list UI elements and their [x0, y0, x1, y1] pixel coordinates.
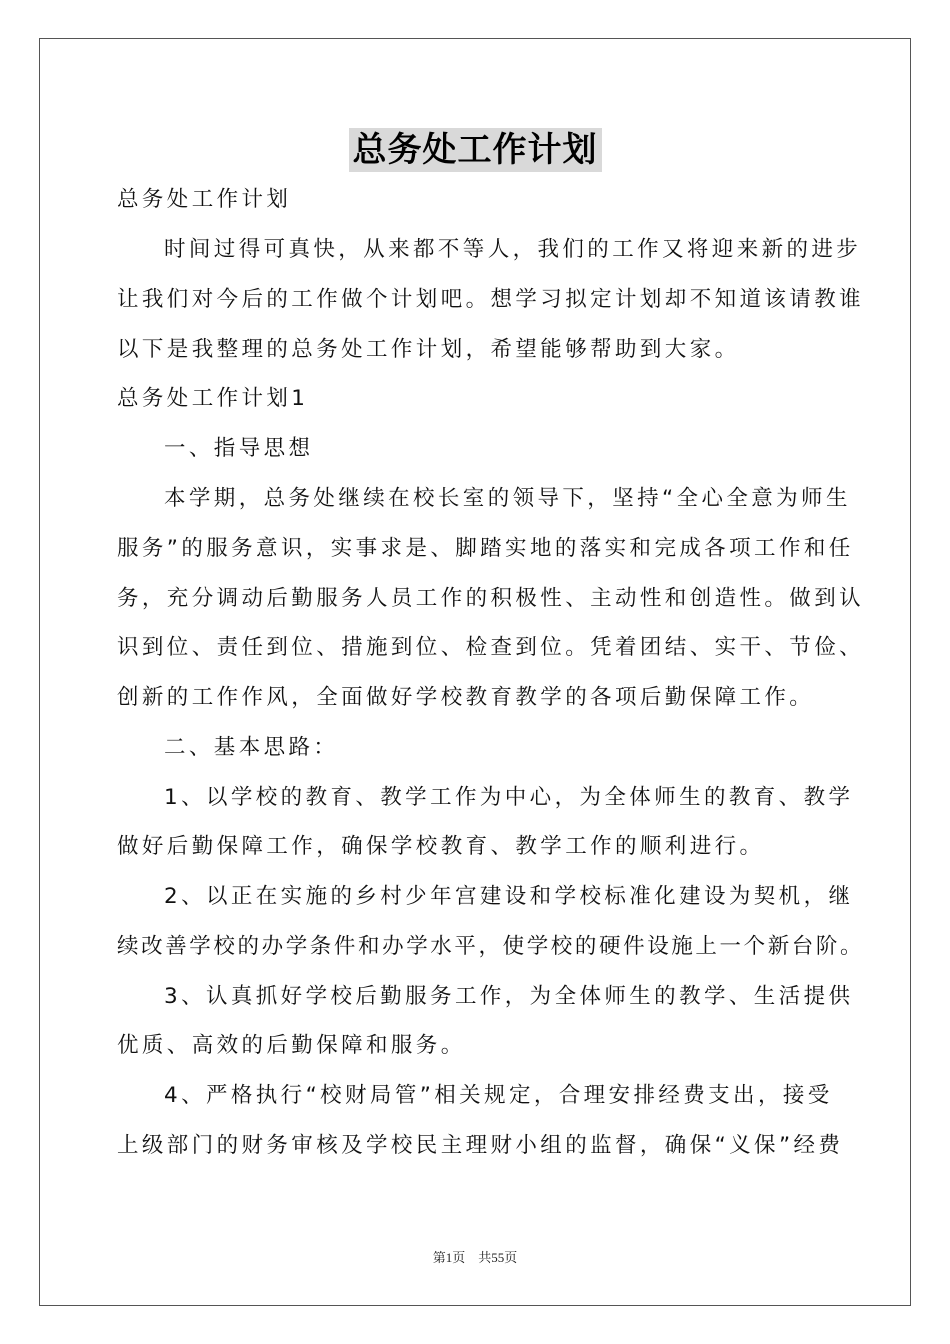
text-line: 时间过得可真快，从来都不等人，我们的工作又将迎来新的进步 [164, 237, 862, 262]
text-line: 创新的工作作风，全面做好学校教育教学的各项后勤保障工作。 [117, 685, 815, 710]
text-line: 上级部门的财务审核及学校民主理财小组的监督，确保“义保”经费 [117, 1133, 844, 1158]
text-line: 让我们对今后的工作做个计划吧。想学习拟定计划却不知道该请教谁 [117, 287, 865, 312]
document-title: 总务处工作计划 [349, 128, 602, 172]
page-border [39, 38, 911, 1306]
page-footer: 第1页 共55页 [432, 1250, 518, 1265]
text-line: 1、以学校的教育、教学工作为中心，为全体师生的教育、教学 [164, 785, 854, 810]
text-line: 2、以正在实施的乡村少年宫建设和学校标准化建设为契机，继 [164, 884, 854, 909]
text-line: 续改善学校的办学条件和办学水平，使学校的硬件设施上一个新台阶。 [117, 934, 865, 959]
text-line: 总务处工作计划 [117, 187, 292, 212]
text-line: 务，充分调动后勤服务人员工作的积极性、主动性和创造性。做到认 [117, 586, 865, 611]
text-line: 二、基本思路： [164, 735, 339, 760]
text-line: 优质、高效的后勤保障和服务。 [117, 1033, 466, 1058]
text-line: 总务处工作计划1 [117, 386, 309, 411]
text-line: 识到位、责任到位、措施到位、检查到位。凭着团结、实干、节俭、 [117, 635, 865, 660]
text-line: 以下是我整理的总务处工作计划，希望能够帮助到大家。 [117, 337, 740, 362]
text-line: 一、指导思想 [164, 436, 314, 461]
text-line: 本学期，总务处继续在校长室的领导下，坚持“全心全意为师生 [164, 486, 851, 511]
document-title-wrap [0, 128, 950, 172]
text-line: 4、严格执行“校财局管”相关规定，合理安排经费支出，接受 [164, 1083, 833, 1108]
text-line: 服务”的服务意识，实事求是、脚踏实地的落实和完成各项工作和任 [117, 536, 854, 561]
text-line: 3、认真抓好学校后勤服务工作，为全体师生的教学、生活提供 [164, 984, 854, 1009]
text-line: 做好后勤保障工作，确保学校教育、教学工作的顺利进行。 [117, 834, 765, 859]
